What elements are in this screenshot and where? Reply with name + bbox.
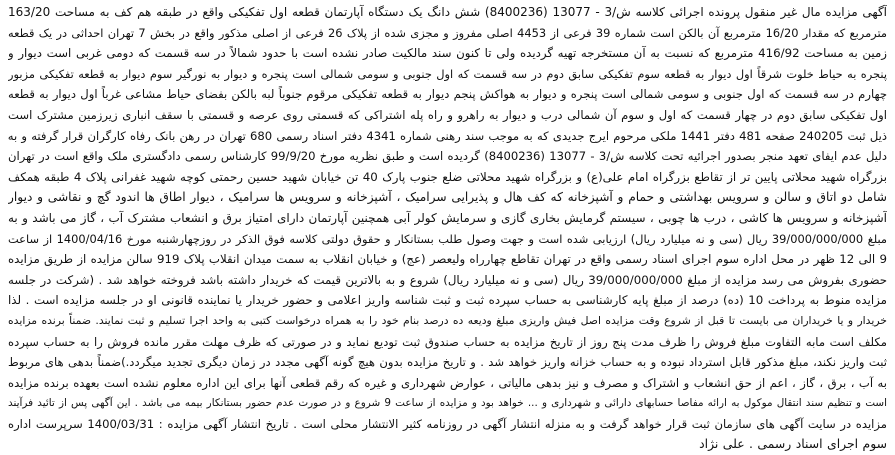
notice-line: ذیل ثبت 240205 صفحه 481 دفتر 1441 ملکی مرحوم ایرج جدیدی که به موجب سند رهنی شماره 4341 دفتر اسناد رسمی 680 تهران در رهن بانک رفاه کارگران قرار گرفته و به bbox=[8, 128, 887, 143]
notice-line: آگهی مزایده مال غیر منقول پرونده اجرائی کلاسه ش/3 - 13077 (8400236) شش دانگ یک دستگاه آپارتمان قطعه اول تفکیکی واقع در طبقه هم کف به مساحت 163/20 bbox=[8, 5, 887, 19]
notice-line: مترمربع که مقدار 16/20 مترمربع آن بالکن است شماره 39 فرعی از 4453 اصلی مفروز و مجزی شده از پلاک 26 فرعی از اصلی مذکور واقع در بخش 7 تهران احداثی در یک قطعه bbox=[8, 25, 887, 40]
notice-signature-line: سوم اجرای اسناد رسمی . علی نژاد bbox=[699, 436, 887, 452]
notice-line: مزایده در سایت آگهی های سازمان ثبت قرار خواهد گرفت و به منزله انتشار آگهی در روزنامه کثیر الانتشار محلی است . تاریخ انتشار آگهی مزایده : 1400/03/31 سرپرست اداره bbox=[8, 416, 887, 431]
notice-line: مکلف است مابه التفاوت مبلغ فروش را ظرف مدت پنج روز از تاریخ مزایده به حساب صندوق ثبت تودیع نماید و در صورتی که ظرف مهلت مقرر مانده فروش را به حساب سپرده bbox=[8, 334, 887, 349]
notice-line: است و تنظیم سند انتقال موکول به ارائه مفاصا حسابهای دارائی و شهرداری و ... خواهد بود و مزایده از ساعت 9 شروع و در صورت عدم حضور بستانکار بیمه می باشد . این آگهی پس از تائید فرآیند bbox=[8, 397, 887, 410]
notice-line: به آب ، برق ، گاز ، اعم از حق انشعاب و اشتراک و مصرف و نیز بدهی مالیاتی ، عوارض شهرداری و غیره که رقم قطعی آنها برای این اداره معلوم نشده است بعهده برنده مزایده bbox=[8, 375, 887, 390]
notice-line: 9 الی 12 ظهر در محل اداره سوم اجرای اسناد رسمی واقع در تهران تقاطع چهارراه ولیعصر (عج) و خیابان انقلاب به سمت میدان انقلاب پلاک 919 سالن مزایده از طریق مزایده bbox=[8, 252, 887, 267]
notice-line: ثبت واریز نکند، مبلغ مذکور قابل استرداد نبوده و به حساب خزانه واریز خواهد شد . و تاریخ مزایده بدون هیچ گونه آگهی مجدد در زمان دیگری تجدید میگردد.)ضمناً بدهی های مربوط bbox=[8, 355, 887, 370]
notice-line: خریدار و یا خریداران می بایست تا قبل از شروع وقت مزایده اصل فیش واریزی مبلغ ودیعه ده درصد بنام خود را به همراه درخواست کتبی به واحد اجرا تسلیم و ثبت نمایند. ضمناً برنده مزایده bbox=[8, 313, 887, 327]
notice-line: مبلغ 39/000/000/000 ریال (سی و نه میلیارد ریال) ارزیابی شده است و جهت وصول طلب بستانکار و حقوق دولتی کلاسه فوق الذکر در روزچهارشنبه مورخ 1400/04/16 از ساعت bbox=[8, 231, 887, 246]
notice-line: حضوری بفروش می رسد مزایده از مبلغ 39/000/000/000 ریال (سی و نه میلیارد ریال) شروع و به بالاترین قیمت که خریدار داشته باشد فروخته خواهد شد . (شرکت در جلسه bbox=[8, 272, 887, 287]
notice-line: دلیل عدم ایفای تعهد منجر بصدور اجرائیه تحت کلاسه ش/3 - 13077 (8400236) گردیده است و طبق نظریه مورخ 99/9/20 کارشناس رسمی دادگستری ملک واقع است در تهران bbox=[8, 149, 887, 164]
notice-line: شامل دو اتاق و سالن و سرویس بهداشتی و حمام و آشپزخانه که کف هال و پذیرایی سرامیک ، آشپزخانه و سرویس ها سرامیک ، دیوار اطاق ها اندود گچ و نقاشی و دیوار bbox=[8, 190, 887, 205]
notice-line: بزرگراه شهید محلاتی پایین تر از تقاطع بزرگراه امام علی(ع) و بزرگراه شهید محلاتی ضلع جنوب پارک 40 تن خیابان شهید حسین رحمتی کوچه شهید غفرانی پلاک 4 طبقه همکف bbox=[8, 169, 887, 184]
notice-line: چهارم در سه قسمت که اول جنوبی و سومی شمالی است پنجره و دیوار به هواکش پنجم دیوار به قطعه تفکیکی مرقوم جنوباً لبه بالکن بفضای حیاط مشاعی غرباً اول دیوار به قطعه bbox=[8, 87, 887, 102]
notice-line: زمین به مساحت 416/92 مترمربع که نسبت به آن مستخرجه تهیه گردیده ولی تا کنون سند مالکیت صادر نشده است با حدود شمالاً در سه قسمت که دومی غربی است دیوار و bbox=[8, 46, 887, 61]
notice-line: آشپزخانه و سرویس ها کاشی ، درب ها چوبی ، سیستم گرمایش بخاری گازی و سرمایش کولر آبی همچنین آپارتمان دارای امتیاز برق و انشعاب مشترک آب ، گاز می باشد و به bbox=[8, 210, 887, 225]
notice-line: پنجره به حیاط خلوت شرقاً اول دیوار به قطعه سوم تفکیکی سابق دوم در سه قسمت که اول جنوبی و سومی شمالی است پنجره و دیوار به نورگیر سوم دیوار به قطعه تفکیکی مزبور bbox=[8, 66, 887, 81]
notice-line: مزایده منوط به پرداخت 10 (ده) درصد از مبلغ پایه کارشناسی به حساب سپرده ثبت و ثبت شناسه واریز اعلامی و حضور خریدار یا نماینده قانونی او در جلسه مزایده است . لذا bbox=[8, 293, 887, 308]
notice-line: اول تفکیکی سابق دوم در چهار قسمت که اول و سوم آن شمالی درب و دیوار به راهرو و راه پله اشتراکی که قسمتی روی عرصه و قسمتی با سقف انباری زیرزمین مشترک است bbox=[8, 107, 887, 122]
